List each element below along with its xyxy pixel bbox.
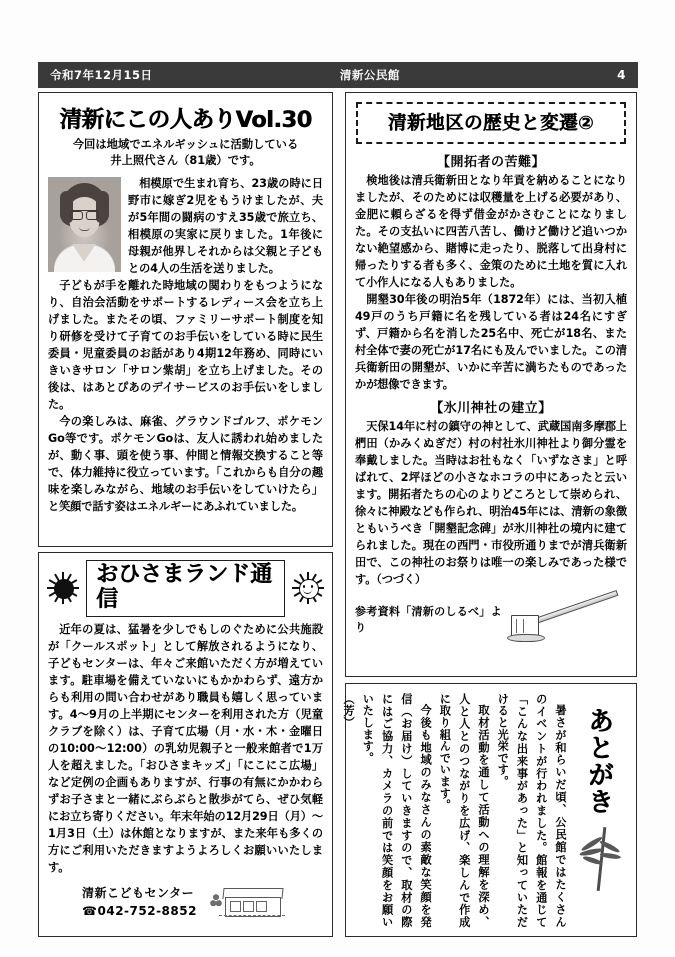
history-s1-paragraph-2: 開墾30年後の明治5年（1872年）には、当初入植49戸のうち戸籍に名を残している者は24名にすぎず、戸籍から名を消した25名中、死亡が18名、また村全体で妻の死亡が17名にも及んでいました。この清兵衛新田の開墾が、いかに辛苦に満ちたものであったかが想像できます。 [355, 293, 627, 392]
article-lead-line2: 井上照代さん（81歳）です。 [110, 154, 261, 168]
ohisama-footer [48, 882, 323, 920]
ohisama-contact [82, 884, 197, 920]
history-reference: 参考資料「清新のしるべ」より [355, 605, 502, 635]
article-person-feature [38, 92, 333, 547]
person-paragraph-1: 相模原で生まれ育ち、23歳の時に日野市に嫁ぎ2児をもうけましたが、夫が5年間の闘病のすえ35歳で旅立ち、相模原の実家に戻りました。1年後に母親が他界しそれからは父親と子どもとの4人の生活を送りました。 [128, 176, 323, 275]
history-s1-paragraph-1: 検地後は清兵衛新田となり年貢を納めることになりましたが、そのためには収穫量を上げる必要があり、金肥に頼らざるを得ず借金がかさむことになりました。その支払いに四苦八苦し、働けど働けど追いつかない絶望感から、賭博に走ったり、脱落して出身村に帰ったりする者も多く、金策のために土地を質に入れて小作人になる人もありました。 [355, 174, 627, 290]
atogaki-paragraph-3: 今後も地域のみなさんの素敵な笑顔を発信（お届け）していきますので、取材の際にはご協力、カメラの前では笑顔をお願いいたします。 [361, 693, 433, 928]
atogaki-paragraph-2: 取材活動を通して活動への理解を深め、人と人とのつながりを広げ、楽しんで作成に取り組んでいます。 [438, 693, 490, 928]
article-person-body [48, 175, 323, 515]
ohisama-body [48, 621, 323, 920]
history-title: 清新地区の歴史と変遷② [356, 102, 626, 144]
person-paragraph-2: 子どもが手を離れた時地域の関わりをもつようになり、自治会活動をサポートするレディース会を立ち上げました。またその頃、ファミリーサポート制度を知り研修を受けて子育てのお手伝いをしている時に民生委員・児童委員のお話があり4期12年務め、同時にいきいきサロン「サロン紫胡」を立ち上げました。その後は、はあとぴあのデイサービスのお手伝いをしました。 [48, 278, 323, 411]
atogaki-signature: （芳） [342, 693, 356, 729]
article-lead-line1: 今回は地域でエネルギッシュに活動している [72, 138, 299, 151]
atogaki-body [339, 693, 570, 928]
sun-icon [43, 571, 83, 605]
ohisama-title: おひさまランド通信 [86, 560, 285, 617]
article-ohisama-land [38, 552, 333, 937]
article-atogaki [342, 683, 637, 937]
bamboo-illustration [578, 821, 624, 893]
page-number: 4 [617, 68, 626, 82]
history-s2-paragraph-1: 天保14年に村の鎮守の神として、武蔵国南多摩郡上椚田（かみくぬぎだ）村の村社氷川神社より御分霊を奉戴しました。当時はお社もなく「いずなさま」と呼ばれて、2坪ほどの小さなホコラの中にあったと云います。開拓者たちの心のよりどころとして崇められ、徐々に神殿なども作られ、明治45年には、清新の象徴ともいうべき「開墾記念碑」が氷川神社の境内に建てられました。現在の西門・市役所通りまでが清兵衛新田で、この神社のお祭りは唯一の楽しみであった様です。（つづく） [355, 420, 627, 587]
atogaki-header [570, 693, 628, 928]
monument-illustration [507, 593, 627, 645]
history-section2-body [355, 418, 627, 588]
atogaki-title: あとがき [583, 707, 614, 815]
article-district-history [345, 92, 637, 677]
atogaki-paragraph-1: 暑さが和らいだ頃、公民館ではたくさんのイベントが行われました。館報を通じて「こんな出来事があった」と知っていただけると光栄です。 [496, 693, 567, 928]
page-header-bar [38, 62, 638, 88]
person-paragraph-3: 今の楽しみは、麻雀、グラウンドゴルフ、ポケモンGo等です。ポケモンGoは、友人に誘われ始めましたが、動く事、頭を使う事、仲間と情報交換すること等で、体力維持に役立っています。「これからも自分の趣味を楽しみながら、地域のお手伝いをしていけたら」と笑顔で話す姿はエネルギーにあふれていました。 [48, 414, 323, 514]
center-name: 清新こどもセンター [82, 885, 195, 900]
history-reference-row [355, 593, 627, 645]
building-illustration [207, 882, 289, 920]
history-section2-heading: 【氷川神社の建立】 [430, 401, 552, 417]
portrait-mouth [79, 227, 90, 231]
portrait-photo [48, 177, 121, 272]
article-lead [45, 137, 326, 170]
center-phone[interactable]: ☎042-752-8852 [82, 903, 197, 918]
smiling-sun-icon [288, 571, 328, 605]
history-section1-body [355, 172, 627, 393]
publication-title: 清新公民館 [339, 68, 400, 82]
history-section1-heading: 【開拓者の苦難】 [436, 155, 545, 170]
portrait-glasses [70, 210, 99, 219]
page-title: 清新にこの人ありVol.30 [59, 107, 312, 133]
ohisama-header [43, 560, 328, 617]
issue-date: 令和7年12月15日 [50, 68, 153, 82]
ohisama-paragraph-1: 近年の夏は、猛暑を少しでもしのぐために公共施設が「クールスポット」として解放されるようになり、子どもセンターは、年々ご来館いただく方が増えています。駐車場を備えていないにもかかわらず、遠方からも利用の問い合わせがあり職員も嬉しく思っています。4～9月の上半期にセンターを利用された方（児童クラブを除く）は、子育て広場（月・水・木・金曜日の10:00～12:00）の乳幼児親子と一般来館者で1万人を超えました。「おひさまキッズ」「にこにこ広場」など定例の企画もありますが、行事の有無にかかわらずお子さまと一緒にぶらぶらと散歩がてら、ぜひ気軽にお立ち寄りください。年末年始の12月29日（月）～1月3日（土）は休館となりますが、また来年も多くの方にご利用いただきますようよろしくお願いいたします。 [48, 622, 323, 874]
